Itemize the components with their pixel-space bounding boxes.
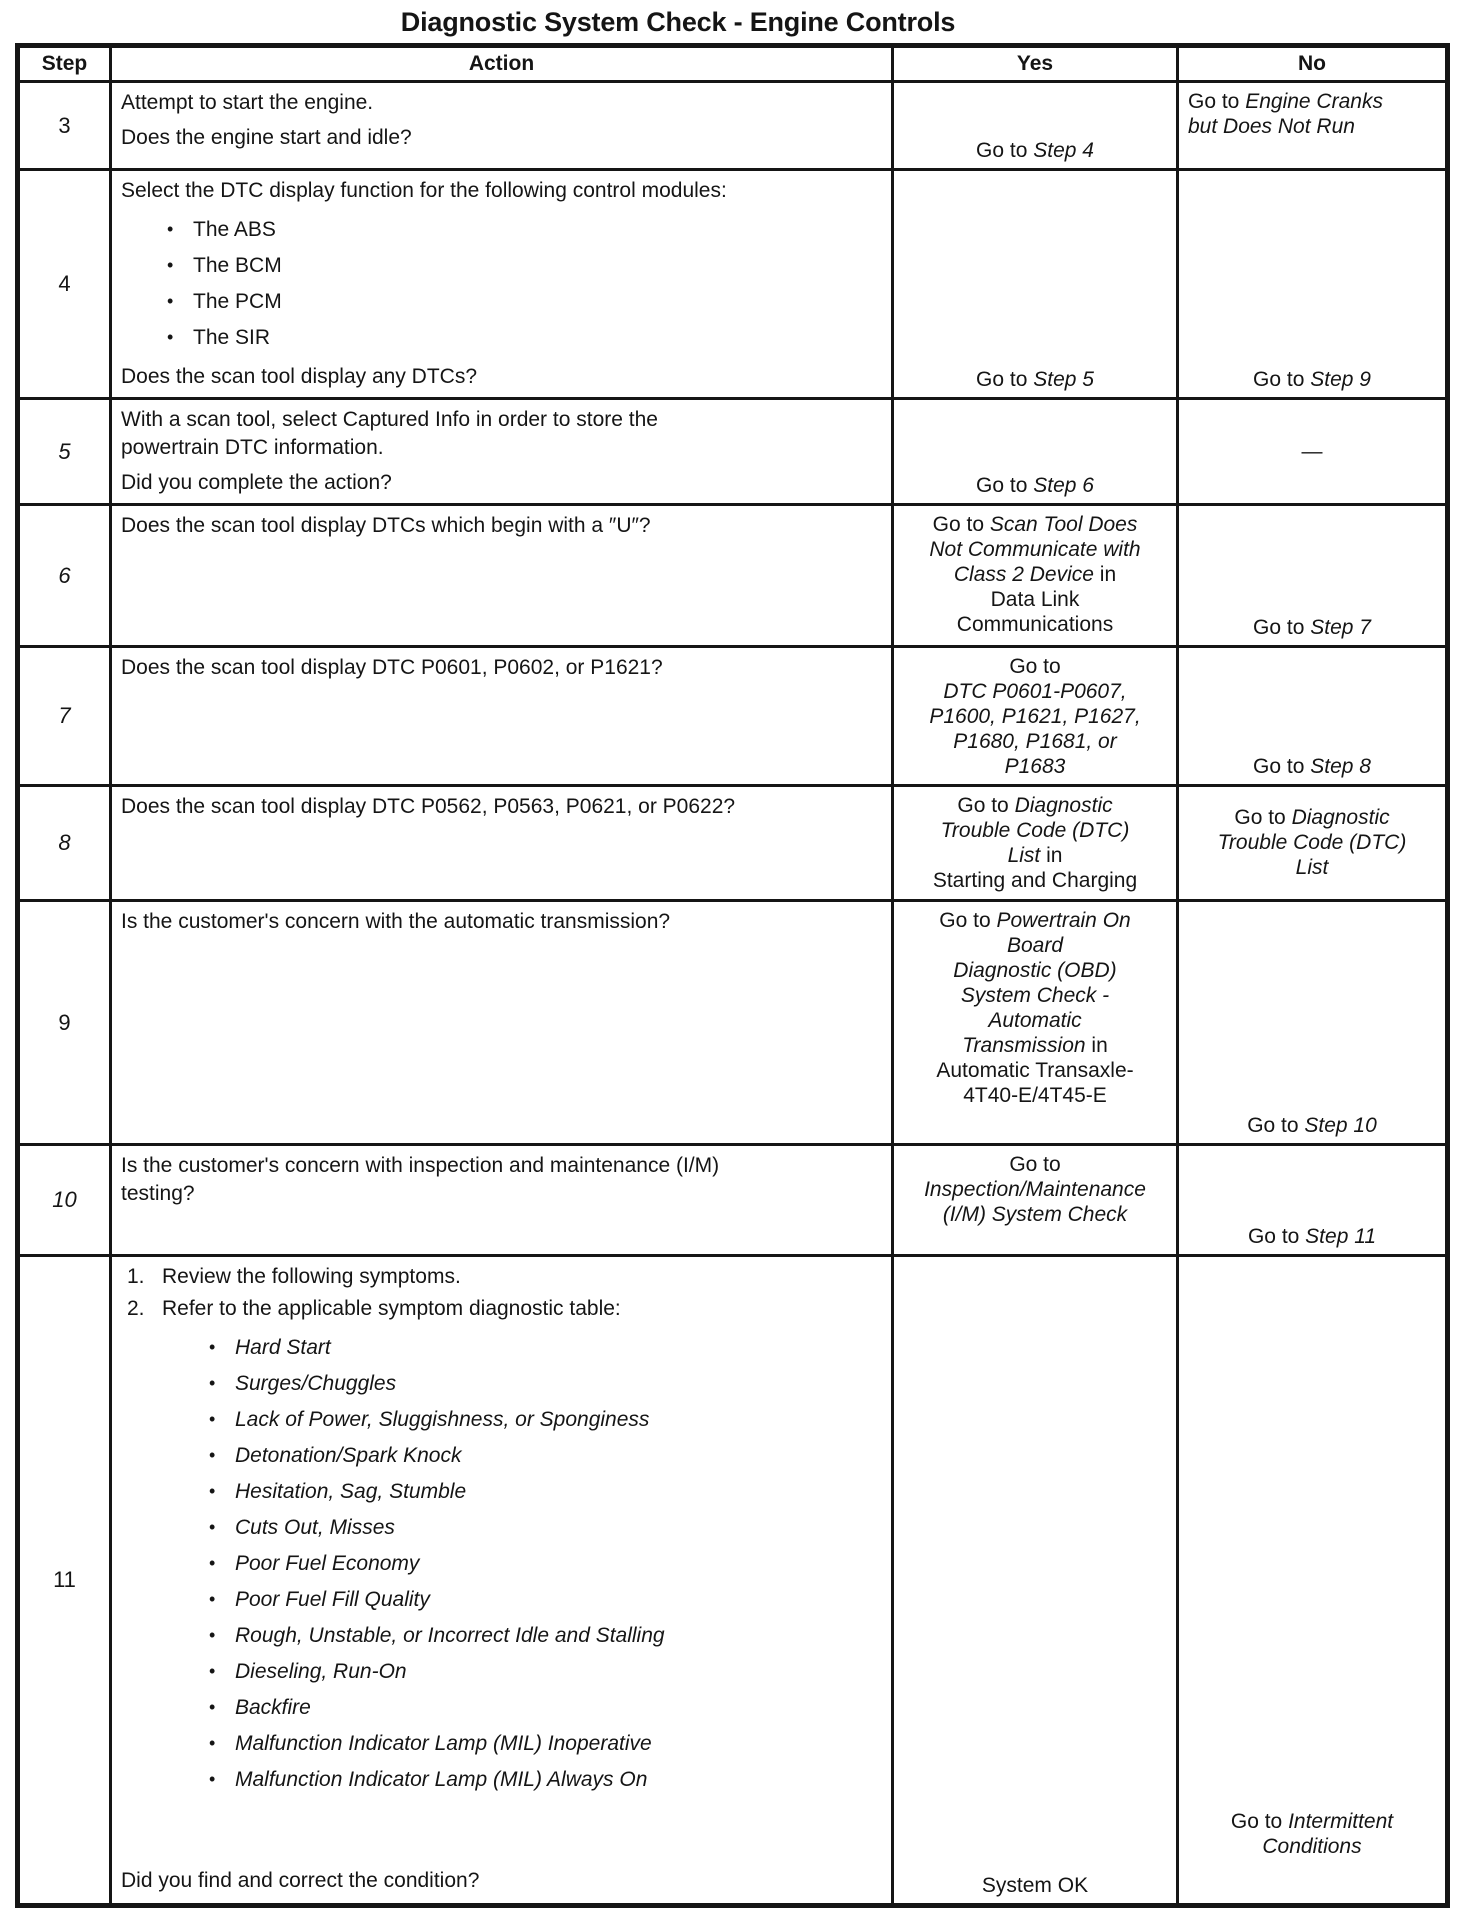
action-cell: [111, 399, 893, 505]
text-line: [900, 908, 1170, 933]
text-segment: Go to: [1253, 368, 1311, 391]
bullet-text: [235, 1480, 466, 1503]
italic-text-segment: Trouble Code (DTC): [940, 819, 1130, 842]
bullet-text: [235, 1516, 395, 1539]
action-content: [121, 908, 881, 936]
action-content: [121, 1152, 881, 1208]
italic-text-segment: Board: [1006, 934, 1064, 957]
italic-text-segment: Malfunction Indicator Lamp (MIL) Always On: [235, 1768, 648, 1791]
no-cell: [1178, 1256, 1448, 1906]
text-segment: Does the scan tool display any DTCs?: [121, 365, 478, 388]
italic-text-segment: Surges/Chuggles: [235, 1372, 397, 1395]
yes-cell: [893, 1256, 1178, 1906]
table-row: [18, 647, 1448, 786]
step-cell: [18, 1256, 111, 1906]
italic-text-segment: List: [1007, 844, 1041, 867]
yes-cell: [893, 786, 1178, 901]
yes-cell: [893, 1145, 1178, 1256]
text-line: [900, 367, 1170, 392]
bullet-text: [193, 290, 282, 313]
bullet-marker: •: [209, 1661, 216, 1681]
text-segment: Refer to the applicable symptom diagnostic table:: [162, 1297, 621, 1320]
text-line: [900, 473, 1170, 498]
text-segment: Select the DTC display function for the following control modules:: [121, 179, 727, 202]
step-number: 4: [58, 271, 71, 296]
text-line: [900, 843, 1170, 868]
text-line: [900, 612, 1170, 637]
action-content: [121, 406, 881, 497]
text-line: [900, 754, 1170, 779]
text-line: [121, 1152, 881, 1180]
italic-text-segment: Intermittent: [1288, 1810, 1394, 1833]
italic-text-segment: Hard Start: [235, 1336, 331, 1359]
action-paragraph: [121, 363, 881, 391]
text-line: [121, 406, 881, 434]
text-segment: With a scan tool, select Captured Info in order to store the: [121, 408, 658, 431]
italic-text-segment: Automatic: [988, 1009, 1082, 1032]
text-line: [121, 124, 881, 152]
text-segment: Go to: [976, 368, 1034, 391]
no-cell: [1178, 505, 1448, 647]
numbered-text: [162, 1295, 621, 1323]
action-paragraph: [121, 1152, 881, 1208]
yes-cell: [893, 505, 1178, 647]
italic-text-segment: Lack of Power, Sluggishness, or Sponginess: [235, 1408, 650, 1431]
text-line: [900, 679, 1170, 704]
italic-text-segment: Step 9: [1310, 368, 1371, 391]
bullet-item: [209, 1732, 881, 1755]
bullet-marker: •: [209, 1553, 216, 1573]
text-segment: Automatic Transaxle-: [936, 1059, 1134, 1082]
text-line: [900, 729, 1170, 754]
italic-text-segment: Detonation/Spark Knock: [235, 1444, 462, 1467]
spacer: [121, 1791, 881, 1867]
bullet-item: [209, 1660, 881, 1683]
text-line: [1185, 367, 1439, 392]
action-content: [121, 654, 881, 682]
action-content: [121, 177, 881, 391]
text-line: [121, 363, 881, 391]
text-line: [1185, 805, 1439, 830]
action-content: [121, 89, 881, 152]
text-line: [121, 654, 881, 682]
bullet-marker: •: [209, 1517, 216, 1537]
text-segment: Does the engine start and idle?: [121, 126, 412, 149]
text-segment: The PCM: [193, 290, 282, 313]
text-segment: Is the customer's concern with inspection and maintenance (I/M): [121, 1154, 720, 1177]
bullet-item: [209, 1372, 881, 1395]
bullet-marker: •: [167, 219, 174, 239]
bullet-item: [209, 1408, 881, 1431]
bullet-text: [193, 218, 276, 241]
step-cell: [18, 399, 111, 505]
step-number: 7: [58, 703, 71, 728]
text-line: [900, 1033, 1170, 1058]
step-number: 10: [52, 1187, 77, 1212]
action-paragraph: [121, 1867, 881, 1895]
text-segment: Does the scan tool display DTC P0601, P0602, or P1621?: [121, 656, 663, 679]
text-segment: Review the following symptoms.: [162, 1265, 461, 1288]
text-segment: Go to: [957, 794, 1015, 817]
italic-text-segment: DTC P0601-P0607,: [943, 680, 1127, 703]
step-cell: [18, 82, 111, 170]
numbered-item: [127, 1295, 881, 1323]
bullet-marker: •: [209, 1589, 216, 1609]
action-paragraph: [121, 89, 881, 117]
text-line: [1185, 855, 1439, 880]
text-segment: The SIR: [193, 326, 271, 349]
italic-text-segment: List: [1295, 856, 1329, 879]
text-segment: Did you find and correct the condition?: [121, 1869, 480, 1892]
step-number: 6: [58, 562, 71, 588]
text-line: [900, 537, 1170, 562]
bullet-item: [167, 290, 881, 313]
text-segment: Is the customer's concern with the automatic transmission?: [121, 910, 671, 933]
bullet-text: [235, 1732, 652, 1755]
italic-text-segment: Transmission: [962, 1034, 1086, 1057]
text-line: [900, 587, 1170, 612]
text-segment: Go to: [1247, 1225, 1306, 1248]
text-line: [900, 1008, 1170, 1033]
text-segment: Go to: [1234, 806, 1292, 829]
table-row: [18, 170, 1448, 399]
bullet-text: [235, 1588, 430, 1611]
diagnostic-table: [15, 43, 1450, 1908]
text-segment: in: [1093, 563, 1117, 586]
text-line: [1188, 89, 1439, 114]
table-row: [18, 82, 1448, 170]
bullet-marker: •: [167, 327, 174, 347]
italic-text-segment: Hesitation, Sag, Stumble: [235, 1480, 467, 1503]
text-line: [900, 562, 1170, 587]
numbered-text: [162, 1263, 461, 1291]
text-segment: System OK: [981, 1874, 1089, 1897]
no-cell: [1178, 647, 1448, 786]
bullet-item: [209, 1588, 881, 1611]
italic-text-segment: Step 4: [1033, 139, 1094, 162]
text-segment: in: [1085, 1034, 1108, 1057]
italic-text-segment: Class 2 Device: [953, 563, 1094, 586]
italic-text-segment: Inspection/Maintenance: [924, 1178, 1146, 1201]
action-content: [121, 1263, 881, 1895]
text-line: [121, 512, 881, 540]
table-row: [18, 901, 1448, 1145]
step-cell: [18, 786, 111, 901]
action-paragraph: [121, 469, 881, 497]
text-line: [1188, 114, 1439, 139]
action-paragraph: [121, 908, 881, 936]
table-row: [18, 1256, 1448, 1906]
italic-text-segment: but Does Not Run: [1188, 115, 1355, 138]
action-cell: [111, 647, 893, 786]
text-line: [121, 1867, 881, 1895]
text-line: [1185, 754, 1439, 779]
text-line: [1185, 1834, 1439, 1859]
text-segment: Attempt to start the engine.: [121, 91, 374, 114]
action-paragraph: [121, 177, 881, 205]
text-line: [1185, 439, 1439, 464]
bullet-item: [209, 1516, 881, 1539]
step-number: 11: [53, 1567, 76, 1592]
italic-text-segment: Scan Tool Does: [989, 513, 1138, 536]
text-line: [1185, 1113, 1439, 1138]
text-line: [900, 1202, 1170, 1227]
bullet-text: [235, 1444, 461, 1467]
text-line: [900, 1873, 1170, 1898]
action-cell: [111, 170, 893, 399]
table-row: [18, 505, 1448, 647]
header-step: Step: [18, 46, 111, 82]
bullet-text: [235, 1768, 647, 1791]
action-content: [121, 512, 881, 540]
italic-text-segment: Step 8: [1310, 755, 1371, 778]
text-segment: Does the scan tool display DTC P0562, P0563, P0621, or P0622?: [121, 795, 736, 818]
step-number: 9: [58, 1009, 71, 1035]
bullet-item: [209, 1768, 881, 1791]
text-line: [900, 868, 1170, 893]
bullet-marker: •: [167, 255, 174, 275]
italic-text-segment: Step 5: [1033, 368, 1094, 391]
italic-text-segment: Poor Fuel Economy: [235, 1552, 420, 1575]
bullet-text: [235, 1336, 331, 1359]
text-line: [900, 1177, 1170, 1202]
text-line: [1185, 1224, 1439, 1249]
text-segment: 4T40-E/4T45-E: [963, 1084, 1107, 1107]
step-cell: [18, 901, 111, 1145]
number-marker: 2.: [127, 1297, 145, 1320]
header-action: Action: [111, 46, 893, 82]
italic-text-segment: Conditions: [1262, 1835, 1362, 1858]
step-number: 8: [58, 830, 71, 855]
italic-text-segment: Step 7: [1310, 616, 1371, 639]
bullet-marker: •: [167, 291, 174, 311]
bullet-item: [209, 1480, 881, 1503]
text-segment: Go to: [1253, 616, 1311, 639]
text-line: [121, 434, 881, 462]
header-row: [18, 46, 1448, 82]
text-line: [900, 958, 1170, 983]
action-paragraph: [121, 406, 881, 462]
action-cell: [111, 1145, 893, 1256]
text-line: [121, 1180, 881, 1208]
table-row: [18, 1145, 1448, 1256]
text-segment: Data Link: [990, 588, 1080, 611]
italic-text-segment: Malfunction Indicator Lamp (MIL) Inoperative: [235, 1732, 652, 1755]
yes-cell: [893, 82, 1178, 170]
bullet-item: [167, 218, 881, 241]
action-cell: [111, 786, 893, 901]
no-cell: [1178, 1145, 1448, 1256]
text-segment: Go to: [1253, 755, 1311, 778]
text-line: [900, 933, 1170, 958]
text-line: [121, 469, 881, 497]
text-line: [900, 512, 1170, 537]
text-line: [1185, 830, 1439, 855]
step-cell: [18, 1145, 111, 1256]
bullet-text: [235, 1624, 665, 1647]
italic-text-segment: Diagnostic: [1291, 806, 1390, 829]
bullet-item: [209, 1696, 881, 1719]
bullet-text: [193, 254, 282, 277]
italic-text-segment: Dieseling, Run-On: [235, 1660, 407, 1683]
no-cell: [1178, 82, 1448, 170]
text-segment: Communications: [956, 613, 1114, 636]
italic-text-segment: Not Communicate with: [929, 538, 1141, 561]
text-line: [900, 704, 1170, 729]
text-segment: The ABS: [193, 218, 276, 241]
bullet-marker: •: [209, 1733, 216, 1753]
text-segment: in: [1040, 844, 1063, 867]
italic-text-segment: P1600, P1621, P1627,: [929, 705, 1141, 728]
action-paragraph: [121, 793, 881, 821]
bullet-text: [235, 1408, 649, 1431]
bullet-marker: •: [209, 1697, 216, 1717]
bullet-item: [209, 1624, 881, 1647]
bullet-marker: •: [209, 1445, 216, 1465]
yes-cell: [893, 647, 1178, 786]
yes-cell: [893, 170, 1178, 399]
bullet-text: [235, 1372, 396, 1395]
bullet-item: [167, 254, 881, 277]
action-cell: [111, 1256, 893, 1906]
no-cell: [1178, 786, 1448, 901]
italic-text-segment: Rough, Unstable, or Incorrect Idle and Stalling: [235, 1624, 665, 1647]
text-segment: Go to: [976, 139, 1034, 162]
header-no: No: [1178, 46, 1448, 82]
bullet-text: [235, 1660, 407, 1683]
action-cell: [111, 901, 893, 1145]
action-paragraph: [121, 124, 881, 152]
bullet-marker: •: [209, 1409, 216, 1429]
text-segment: Go to: [932, 513, 990, 536]
text-segment: Go to: [1188, 90, 1246, 113]
bullet-item: [209, 1444, 881, 1467]
italic-text-segment: (I/M) System Check: [942, 1203, 1128, 1226]
text-line: [121, 908, 881, 936]
yes-cell: [893, 399, 1178, 505]
step-number: 3: [58, 112, 71, 138]
italic-text-segment: Trouble Code (DTC): [1217, 831, 1407, 854]
numbered-item: [127, 1263, 881, 1291]
text-line: [900, 983, 1170, 1008]
step-cell: [18, 647, 111, 786]
text-segment: Go to: [1247, 1114, 1305, 1137]
bullet-item: [209, 1552, 881, 1575]
text-line: [900, 1083, 1170, 1108]
text-segment: Did you complete the action?: [121, 471, 392, 494]
bullet-item: [167, 326, 881, 349]
italic-text-segment: Backfire: [235, 1696, 311, 1719]
no-cell: [1178, 170, 1448, 399]
italic-text-segment: Diagnostic (OBD): [953, 959, 1117, 982]
text-line: [900, 138, 1170, 163]
no-cell: [1178, 399, 1448, 505]
header-yes: Yes: [893, 46, 1178, 82]
step-cell: [18, 505, 111, 647]
text-line: [1185, 1809, 1439, 1834]
action-cell: [111, 505, 893, 647]
text-line: [900, 654, 1170, 679]
text-segment: Does the scan tool display DTCs which begin with a ″U″?: [121, 514, 651, 537]
text-line: [900, 1152, 1170, 1177]
bullet-marker: •: [209, 1481, 216, 1501]
text-line: [121, 793, 881, 821]
text-segment: Go to: [976, 474, 1034, 497]
action-cell: [111, 82, 893, 170]
page-title: Diagnostic System Check - Engine Controls: [400, 7, 956, 37]
bullet-text: [235, 1552, 419, 1575]
step-number: 5: [58, 438, 71, 464]
number-marker: 1.: [127, 1265, 145, 1288]
bullet-text: [235, 1696, 311, 1719]
text-line: [900, 793, 1170, 818]
bullet-marker: •: [209, 1625, 216, 1645]
text-segment: The BCM: [193, 254, 282, 277]
text-line: [121, 89, 881, 117]
action-paragraph: [121, 512, 881, 540]
bullet-item: [209, 1336, 881, 1359]
text-segment: —: [1301, 439, 1323, 463]
bullet-marker: •: [209, 1769, 216, 1789]
text-segment: Go to: [1009, 655, 1061, 678]
no-cell: [1178, 901, 1448, 1145]
table-row: [18, 399, 1448, 505]
text-segment: Go to: [1009, 1153, 1061, 1176]
italic-text-segment: Diagnostic: [1014, 794, 1113, 817]
bullet-marker: •: [209, 1373, 216, 1393]
italic-text-segment: Poor Fuel Fill Quality: [235, 1588, 430, 1611]
italic-text-segment: Cuts Out, Misses: [235, 1516, 395, 1539]
table-row: [18, 786, 1448, 901]
text-segment: Go to: [1230, 1810, 1289, 1833]
italic-text-segment: P1680, P1681, or: [953, 730, 1117, 753]
text-line: [121, 177, 881, 205]
italic-text-segment: P1683: [1004, 755, 1066, 778]
text-segment: Go to: [939, 909, 997, 932]
text-line: [900, 1058, 1170, 1083]
text-line: [1185, 615, 1439, 640]
italic-text-segment: Step 11: [1305, 1225, 1377, 1248]
step-cell: [18, 170, 111, 399]
text-segment: testing?: [121, 1182, 195, 1205]
italic-text-segment: Engine Cranks: [1245, 90, 1383, 113]
yes-cell: [893, 901, 1178, 1145]
action-content: [121, 793, 881, 821]
italic-text-segment: Step 10: [1304, 1114, 1377, 1137]
action-paragraph: [121, 654, 881, 682]
table-body: [18, 82, 1448, 1906]
italic-text-segment: System Check -: [960, 984, 1110, 1007]
italic-text-segment: Step 6: [1033, 474, 1094, 497]
italic-text-segment: Powertrain On: [996, 909, 1131, 932]
text-segment: powertrain DTC information.: [121, 436, 384, 459]
text-line: [900, 818, 1170, 843]
text-segment: Starting and Charging: [932, 869, 1138, 892]
bullet-text: [193, 326, 270, 349]
bullet-marker: •: [209, 1337, 216, 1357]
